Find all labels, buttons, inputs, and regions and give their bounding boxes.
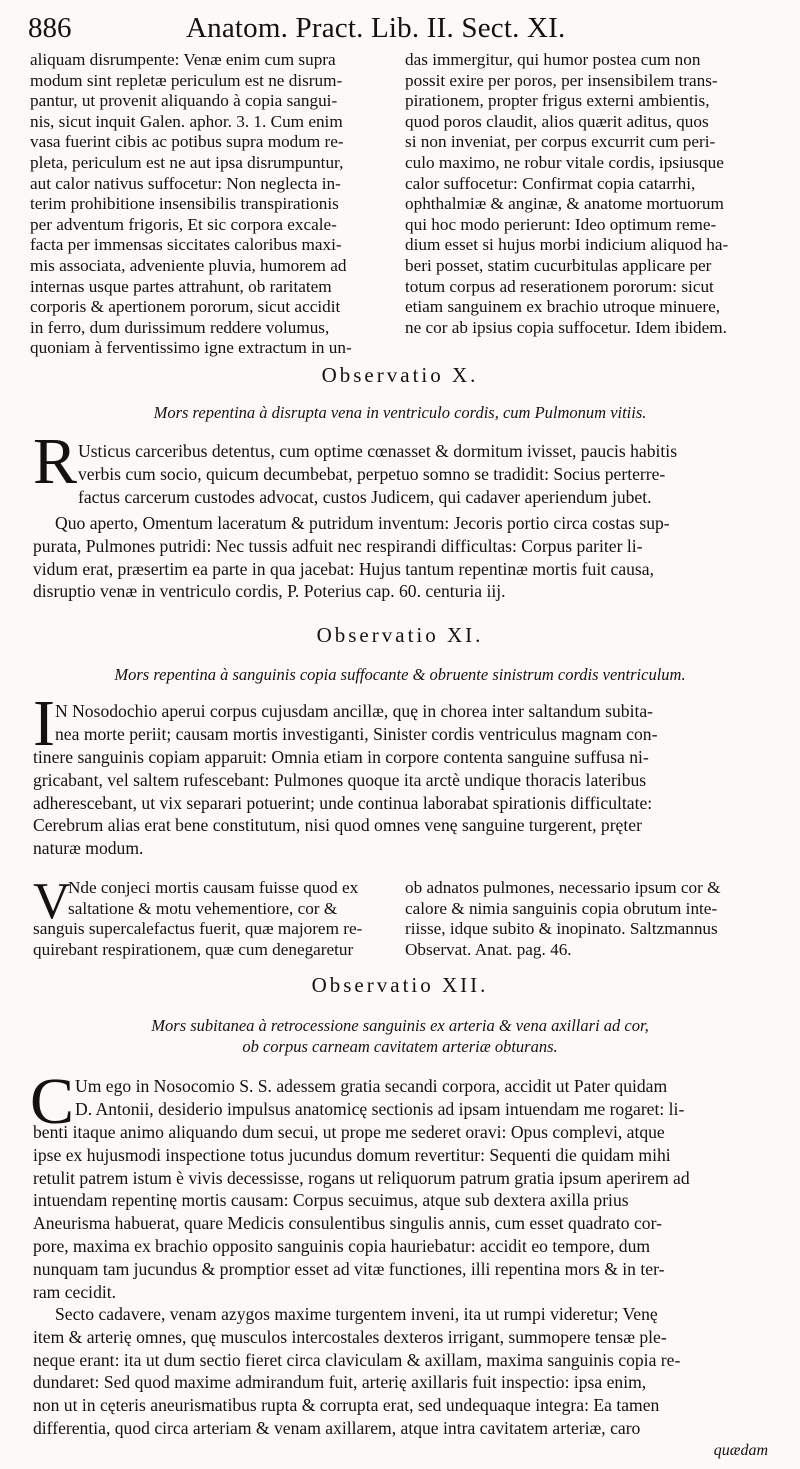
text-line: ob adnatos pulmones, necessario ipsum cor & (405, 878, 721, 897)
text-line: Cerebrum alias erat bene constitutum, nisi quod omnes venę sanguine turgerent, pręter (33, 815, 642, 836)
text-line: Um ego in Nosocomio S. S. adessem gratia secandi corpora, accidit ut Pater quidam (75, 1076, 668, 1096)
text-line: aliquam disrumpente: Venæ enim cum supra (30, 50, 336, 69)
text-line: factus carcerum custodes advocat, custos Judicem, qui cadaver aperiendum jubet. (78, 486, 652, 507)
text-line: verbis cum socio, quicum decumbebat, perpetuo somno se tradidit: Socius perterre- (78, 463, 666, 484)
text-line: nea morte periit; causam mortis investiganti, Sinister cordis ventriculus magnam con- (55, 723, 658, 744)
text-line: nunquam tam jucundus & promptior esset ad vitæ functiones, illi repentina mors & in ter- (33, 1258, 665, 1279)
text-line: differentia, quod circa arteriam & venam axillarem, atque intra cavitatem arteriæ, caro (33, 1417, 641, 1438)
observation-12-paragraph-1 (75, 1075, 768, 1121)
page-header (28, 8, 778, 48)
text-line: aut calor nativus suffocetur: Non neglecta in- (30, 173, 341, 193)
observation-11-right-column (405, 878, 769, 960)
text-line: possit exire per poros, per insensibilem trans- (405, 70, 718, 90)
text-line: etiam sanguinem ex brachio utroque minuere, (405, 297, 720, 317)
top-right-column (405, 50, 769, 338)
text-line: saltatione & motu vehementiore, cor & (68, 898, 338, 918)
catchword: quædam (713, 1442, 768, 1459)
drop-cap: V (33, 873, 71, 930)
text-line: sanguis supercalefactus fuerit, quæ majorem re- (33, 919, 363, 938)
text-line: pirationem, propter frigus externi ambientis, (405, 91, 710, 111)
observation-12-title: Observatio XII. (311, 973, 489, 997)
text-line: pleta, periculum est ne aut ipsa disrumpuntur, (30, 152, 344, 172)
drop-cap: C (30, 1065, 75, 1138)
text-line: per adventum frigoris, Et sic corpora excale- (30, 214, 337, 234)
text-line: Secto cadavere, venam azygos maxime turgentem inveni, ita ut rumpi videretur; Venę (55, 1304, 658, 1324)
running-head: Anatom. Pract. Lib. II. Sect. XI. (186, 12, 566, 44)
text-line: intuendam repentinę mortis causam: Corpus secuimus, atque sub dextera axilla prius (33, 1190, 629, 1211)
text-line: beri posset, statim cucurbitulas applicare per (405, 255, 712, 275)
text-line: Aneurisma habuerat, quare Medicis consulentibus singulis annis, cum esset quadrato cor- (33, 1213, 662, 1234)
text-line: terim prohibitione insensibilis transpirationis (30, 194, 339, 214)
text-line: calor suffocetur: Confirmat copia catarrhi, (405, 173, 696, 193)
text-line: internas usque partes attrahunt, ob raritatem (30, 276, 332, 296)
text-line: vidum erat, præsertim ea parte in qua jacebat: Hujus tantum repentinæ mortis fuit causa, (33, 558, 654, 579)
observation-11-title: Observatio XI. (316, 623, 484, 647)
text-line: pore, maxima ex brachio opposito sanguinis copia hauriebatur: accidit eo tempore, dum (33, 1235, 651, 1256)
text-line: pantur, ut provenit aliquando à copia sangui- (30, 91, 338, 111)
text-line: qui hoc modo perierunt: Ideo optimum reme- (405, 214, 717, 234)
top-left-column (30, 50, 396, 359)
text-line: item & arterię omnes, quę musculos intercostales dexteros irrigant, summopere tensæ ple- (33, 1326, 667, 1347)
observation-12-subtitle-line-2: ob corpus carneam cavitatem arteriæ obturans. (242, 1037, 558, 1056)
text-line: facta per immensas siccitates caloribus maxi- (30, 235, 342, 255)
observation-10-paragraph-1 (78, 440, 768, 508)
text-line: gricabant, vel saltem rufescebant: Pulmones quoque ita arctè undique thoracis lateribus (33, 769, 647, 790)
text-line: purata, Pulmones putridi: Nec tussis adfuit nec respirandi difficultas: Corpus pariter li- (33, 535, 643, 556)
observation-12-subtitle-line-1: Mors subitanea à retrocessione sanguinis ex arteria & vena axillari ad cor, (151, 1016, 649, 1035)
text-line: vasa fuerint cibis ac potibus supra modum re- (30, 132, 344, 152)
drop-cap: I (33, 687, 55, 760)
text-line: quirebant respirationem, quæ cum denegaretur (33, 939, 354, 959)
text-line: quod poros claudit, alios quærit aditus, quos (405, 111, 709, 131)
text-line: ophthalmiæ & anginæ, & anatome mortuorum (405, 194, 724, 214)
text-line: adherescebant, ut vix separari potuerint; unde continua laborabat spirationis difficultate: (33, 792, 653, 813)
text-line: ram cecidit. (33, 1281, 117, 1302)
drop-cap: R (33, 425, 78, 498)
text-line: neque erant: ita ut dum sectio fieret circa claviculam & axillam, maxima sanguinis copia re- (33, 1349, 681, 1370)
text-line: quoniam à ferventissimo igne extractum in un- (30, 338, 352, 358)
text-line: culo maximo, ne robur vitale cordis, ipsiusque (405, 152, 724, 172)
text-line: Quo aperto, Omentum laceratum & putridum inventum: Jecoris portio circa costas sup- (55, 513, 670, 533)
observation-10-subtitle: Mors repentina à disrupta vena in ventriculo cordis, cum Pulmonum vitiis. (153, 403, 647, 422)
text-line: dundaret: Sed quod maxime admirandum fuit, arterię axillaris fuit inspectio: ipsa enim, (33, 1372, 647, 1393)
text-line: mis associata, adveniente pluvia, humorem ad (30, 255, 347, 275)
text-line: ne cor ab ipsius copia suffocetur. Idem ibidem. (405, 317, 727, 337)
text-line: dium esset si hujus morbi indicium aliquod ha- (405, 235, 729, 255)
observation-11-left-column-cont (33, 919, 396, 960)
text-line: totum corpus ad reserationem pororum: sicut (405, 276, 714, 296)
text-line: naturæ modum. (33, 838, 144, 859)
observation-12-paragraph-2 (33, 1303, 768, 1440)
observation-11-paragraph-1 (55, 700, 768, 746)
text-line: si non inveniat, per corpus excurrit cum peri- (405, 132, 716, 152)
text-line: Observat. Anat. pag. 46. (405, 939, 572, 959)
observation-11-left-column (68, 878, 396, 919)
text-line: non ut in cęteris aneurismatibus rupta & corrupta erat, sed undequaque integra: Ea tamen (33, 1395, 660, 1416)
text-line: tinere sanguinis copiam apparuit: Omnia etiam in corpore contenta sanguine suffusa ni- (33, 747, 649, 767)
observation-10-title: Observatio X. (321, 363, 479, 387)
observation-11-subtitle: Mors repentina à sanguinis copia suffocante & obruente sinistrum cordis ventriculum. (114, 665, 686, 684)
observation-12-paragraph-1-cont (33, 1121, 768, 1303)
observation-10-paragraph-2 (33, 512, 768, 603)
text-line: Usticus carceribus detentus, cum optime cœnasset & dormitum ivisset, paucis habitis (78, 441, 678, 461)
text-line: D. Antonii, desiderio impulsus anatomicę sectionis ad ipsam intuendam me rogaret: li- (75, 1098, 685, 1119)
text-line: disruptio venæ in ventriculo cordis, P. Poterius cap. 60. centuria iij. (33, 581, 506, 602)
text-line: N Nosodochio aperui corpus cujusdam ancillæ, quę in chorea inter saltandum subita- (55, 701, 654, 721)
text-line: ipse ex hujusmodi inspectione totus jucundus domum revertitur: Sequenti die quidam mihi (33, 1144, 671, 1165)
text-line: retulit patrem istum è vivis decessisse, rogans ut reliquorum patrum gratia ipsum aperirem ad (33, 1167, 690, 1188)
text-line: riisse, idque subito & inopinato. Saltzmannus (405, 919, 718, 939)
text-line: modum sint repletæ periculum est ne disrum- (30, 70, 343, 90)
text-line: benti itaque animo aliquando dum secui, ut prope me sederet oravi: Opus complevi, atque (33, 1122, 665, 1142)
page-number: 886 (28, 12, 72, 44)
text-line: in ferro, dum durissimum reddere volumus, (30, 317, 330, 337)
text-line: calore & nimia sanguinis copia obrutum inte- (405, 898, 718, 918)
text-line: das immergitur, qui humor postea cum non (405, 50, 701, 69)
text-line: nis, sicut inquit Galen. aphor. 3. 1. Cum enim (30, 111, 343, 131)
observation-11-paragraph-1-cont (33, 746, 768, 860)
text-line: Nde conjeci mortis causam fuisse quod ex (68, 878, 359, 897)
text-line: corporis & apertionem pororum, sicut accidit (30, 297, 341, 317)
